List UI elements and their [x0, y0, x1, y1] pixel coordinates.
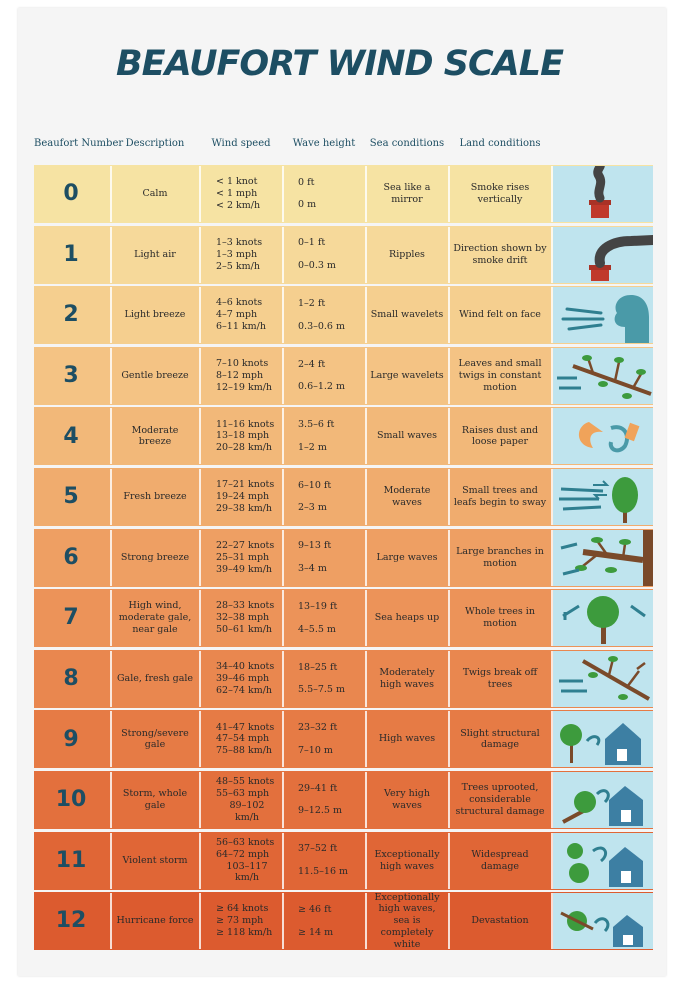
column-divider — [365, 408, 367, 464]
column-divider — [365, 711, 367, 767]
column-divider — [551, 772, 553, 828]
wind-speed-value: 19–24 mph — [216, 491, 270, 503]
chimney-drifting-smoke-icon — [553, 227, 653, 283]
column-divider — [282, 530, 284, 586]
wave-height-value: 11.5–16 m — [298, 865, 349, 877]
column-divider — [365, 772, 367, 828]
column-divider — [365, 833, 367, 889]
wave-height-value: 13–19 ft — [298, 600, 338, 612]
wind-speed-value: 22–27 knots — [216, 539, 275, 551]
wind-speed-value: 75–88 km/h — [216, 745, 273, 757]
header-wave-height: Wave height — [292, 138, 356, 149]
column-divider — [199, 893, 201, 949]
column-divider — [282, 590, 284, 646]
column-divider — [110, 530, 112, 586]
wave-height-cell — [284, 227, 364, 283]
sea-conditions-cell: Small waves — [377, 430, 437, 442]
beaufort-number: 1 — [63, 241, 79, 267]
table-row — [34, 347, 653, 405]
wave-height-value: ≥ 14 m — [298, 926, 334, 938]
wind-speed-value: 39–46 mph — [216, 672, 270, 684]
column-divider — [551, 166, 553, 222]
wave-height-value: 4–5.5 m — [298, 623, 336, 635]
wind-speed-value: 56–63 knots — [216, 836, 275, 848]
table-row — [34, 589, 653, 647]
wind-speed-value: 34–40 knots — [216, 660, 275, 672]
column-divider — [448, 287, 450, 343]
column-divider — [551, 348, 553, 404]
column-divider — [448, 348, 450, 404]
description-cell: High wind, moderate gale, near gale — [118, 600, 192, 636]
column-divider — [110, 166, 112, 222]
land-conditions-cell: Wind felt on face — [459, 309, 541, 321]
land-conditions-cell: Widespread damage — [471, 848, 529, 872]
wave-height-cell — [284, 348, 364, 404]
sea-conditions-cell: High waves — [378, 733, 436, 745]
wind-speed-value: 6–11 km/h — [216, 321, 266, 333]
wind-speed-cell — [201, 227, 281, 283]
wind-speed-value: 55–63 mph — [216, 788, 270, 800]
column-divider — [110, 590, 112, 646]
beaufort-number: 4 — [63, 423, 79, 449]
wave-height-value: 6–10 ft — [298, 479, 332, 491]
wind-speed-cell — [201, 833, 281, 889]
column-divider — [365, 893, 367, 949]
beaufort-number: 3 — [63, 363, 79, 389]
header-description: Description — [125, 138, 185, 149]
column-divider — [282, 348, 284, 404]
description-cell: Hurricane force — [116, 915, 194, 927]
column-divider — [110, 711, 112, 767]
wind-speed-value: 11–16 knots — [216, 418, 275, 430]
sea-conditions-cell: Exceptionally high waves — [374, 848, 440, 872]
header-beaufort-number: Beaufort Number — [34, 138, 124, 149]
column-divider — [110, 348, 112, 404]
column-divider — [282, 833, 284, 889]
wind-speed-value: < 2 km/h — [216, 199, 261, 211]
wind-speed-value: 4–7 mph — [216, 309, 258, 321]
wind-speed-value: 12–19 km/h — [216, 381, 273, 393]
wave-height-value: 0–0.3 m — [298, 259, 336, 271]
column-divider — [448, 590, 450, 646]
column-divider — [110, 833, 112, 889]
column-divider — [448, 772, 450, 828]
wind-speed-value: 2–5 km/h — [216, 260, 260, 272]
swaying-tree-icon — [553, 469, 653, 525]
column-divider — [282, 166, 284, 222]
column-divider — [199, 287, 201, 343]
column-divider — [448, 711, 450, 767]
column-divider — [551, 469, 553, 525]
chimney-straight-smoke-icon — [553, 166, 653, 222]
wind-speed-value: 20–28 km/h — [216, 442, 273, 454]
column-divider — [110, 772, 112, 828]
wind-speed-value: 89–102 km/h — [229, 800, 265, 823]
wind-speed-value: 39–49 km/h — [216, 563, 273, 575]
column-divider — [282, 893, 284, 949]
wind-speed-cell — [201, 530, 281, 586]
breaking-twig-icon — [553, 651, 653, 707]
column-divider — [282, 469, 284, 525]
description-cell: Moderate breeze — [131, 424, 179, 448]
wave-height-cell — [284, 651, 364, 707]
land-conditions-cell: Devastation — [471, 915, 529, 927]
wave-height-cell — [284, 287, 364, 343]
column-divider — [448, 408, 450, 464]
wave-height-cell — [284, 711, 364, 767]
description-cell: Light air — [134, 248, 176, 260]
column-divider — [199, 530, 201, 586]
sea-conditions-cell: Ripples — [389, 248, 425, 260]
wind-speed-cell — [201, 711, 281, 767]
land-conditions-cell: Slight structural damage — [460, 727, 540, 751]
beaufort-number: 8 — [63, 666, 79, 692]
wind-speed-value: < 1 mph — [216, 188, 258, 200]
wave-height-value: 23–32 ft — [298, 722, 338, 734]
wave-height-value: ≥ 46 ft — [298, 903, 332, 915]
column-divider — [110, 227, 112, 283]
wave-height-value: 5.5–7.5 m — [298, 684, 345, 696]
wind-speed-value: 28–33 knots — [216, 600, 275, 612]
column-divider — [365, 651, 367, 707]
wind-speed-cell — [201, 287, 281, 343]
land-conditions-cell: Whole trees in motion — [465, 606, 535, 630]
beaufort-number: 7 — [63, 605, 79, 631]
column-divider — [448, 530, 450, 586]
wave-height-value: 2–3 m — [298, 502, 327, 514]
sea-conditions-cell: Moderate waves — [383, 485, 431, 508]
column-divider — [282, 651, 284, 707]
wave-height-cell — [284, 590, 364, 646]
wave-height-value: 3.5–6 ft — [298, 419, 335, 431]
devastation-icon — [553, 893, 653, 949]
column-divider — [282, 408, 284, 464]
wave-height-cell — [284, 833, 364, 889]
column-divider — [199, 651, 201, 707]
beaufort-number: 10 — [55, 787, 87, 813]
wind-speed-value: ≥ 118 km/h — [216, 927, 273, 939]
wind-speed-value: < 1 knot — [216, 176, 258, 188]
column-divider — [551, 530, 553, 586]
wave-height-cell — [284, 469, 364, 525]
column-divider — [448, 166, 450, 222]
description-cell: Strong/severe gale — [121, 727, 189, 751]
wind-speed-cell — [201, 166, 281, 222]
sea-conditions-cell: Sea heaps up — [374, 612, 440, 624]
land-conditions-cell: Trees uprooted, considerable structural damage — [455, 782, 545, 817]
column-divider — [282, 772, 284, 828]
description-cell: Light breeze — [124, 309, 186, 321]
land-conditions-cell: Direction shown by smoke drift — [453, 242, 547, 266]
column-divider — [199, 348, 201, 404]
description-cell: Gentle breeze — [121, 369, 189, 381]
beaufort-number: 2 — [63, 302, 79, 328]
sea-conditions-cell: Large waves — [376, 551, 438, 563]
wave-height-value: 37–52 ft — [298, 843, 338, 855]
house-light-damage-icon — [553, 711, 653, 767]
column-divider — [551, 711, 553, 767]
page-title: BEAUFORT WIND SCALE — [116, 44, 563, 84]
column-divider — [199, 772, 201, 828]
sea-conditions-cell: Sea like a mirror — [383, 182, 431, 205]
table-row — [34, 165, 653, 223]
land-conditions-cell: Leaves and small twigs in constant motion — [458, 357, 542, 393]
table-row — [34, 468, 653, 526]
column-divider — [110, 469, 112, 525]
wind-speed-value: 62–74 km/h — [216, 684, 273, 696]
description-cell: Storm, whole gale — [122, 788, 188, 811]
column-divider — [551, 408, 553, 464]
land-conditions-cell: Smoke rises vertically — [470, 182, 530, 205]
column-divider — [110, 408, 112, 464]
wind-speed-value: 103–117 km/h — [226, 860, 268, 884]
wind-speed-value: 47–54 mph — [216, 733, 270, 745]
header-land-conditions: Land conditions — [459, 138, 541, 149]
wave-height-cell — [284, 772, 364, 828]
wind-speed-value: 4–6 knots — [216, 297, 263, 309]
column-divider — [199, 227, 201, 283]
land-conditions-cell: Raises dust and loose paper — [461, 424, 539, 448]
uprooted-tree-house-icon — [553, 772, 653, 828]
column-divider — [551, 287, 553, 343]
wave-height-value: 18–25 ft — [298, 661, 338, 673]
wave-height-value: 9–13 ft — [298, 540, 332, 552]
wave-height-cell — [284, 408, 364, 464]
wind-speed-cell — [201, 651, 281, 707]
table-row — [34, 286, 653, 344]
column-divider — [448, 651, 450, 707]
wind-speed-cell — [201, 772, 281, 828]
column-divider — [199, 590, 201, 646]
table-row — [34, 226, 653, 284]
column-divider — [448, 469, 450, 525]
table-row — [34, 892, 653, 950]
wave-height-value: 2–4 ft — [298, 358, 326, 370]
wave-height-value: 0–1 ft — [298, 237, 326, 249]
wind-speed-value: 41–47 knots — [216, 721, 275, 733]
wave-height-value: 9–12.5 m — [298, 805, 342, 817]
sea-conditions-cell: Moderately high waves — [379, 666, 435, 690]
wave-height-value: 0 ft — [298, 176, 315, 188]
leafy-twig-icon — [553, 348, 653, 404]
wind-speed-value: 32–38 mph — [216, 612, 270, 624]
description-cell: Violent storm — [122, 854, 188, 866]
column-divider — [365, 530, 367, 586]
wind-speed-value: 29–38 km/h — [216, 502, 273, 514]
wave-height-value: 0.6–1.2 m — [298, 381, 345, 393]
column-divider — [448, 893, 450, 949]
wind-speed-value: 17–21 knots — [216, 479, 275, 491]
column-divider — [551, 227, 553, 283]
description-cell: Calm — [142, 188, 168, 200]
beaufort-number: 5 — [63, 484, 79, 510]
table-row — [34, 407, 653, 465]
beaufort-number: 12 — [55, 908, 87, 934]
column-divider — [199, 166, 201, 222]
column-divider — [282, 287, 284, 343]
wind-speed-value: 1–3 mph — [216, 248, 258, 260]
land-conditions-cell: Small trees and leafs begin to sway — [453, 485, 547, 508]
wave-height-value: 7–10 m — [298, 744, 333, 756]
wind-speed-value: 48–55 knots — [216, 776, 275, 788]
wind-speed-cell — [201, 469, 281, 525]
column-divider — [365, 166, 367, 222]
wave-height-value: 1–2 m — [298, 441, 327, 453]
beaufort-number: 6 — [63, 544, 79, 570]
header-sea-conditions: Sea conditions — [369, 138, 445, 149]
column-divider — [110, 651, 112, 707]
column-divider — [365, 590, 367, 646]
widespread-damage-icon — [553, 833, 653, 889]
wind-speed-value: 1–3 knots — [216, 236, 263, 248]
wind-on-face-icon — [553, 287, 653, 343]
column-divider — [199, 469, 201, 525]
wind-speed-value: 8–12 mph — [216, 369, 264, 381]
large-branch-icon — [553, 530, 653, 586]
column-divider — [110, 893, 112, 949]
wind-speed-value: 25–31 mph — [216, 551, 270, 563]
sea-conditions-cell: Very high waves — [384, 788, 430, 811]
table-row — [34, 771, 653, 829]
wave-height-cell — [284, 530, 364, 586]
sea-conditions-cell: Small wavelets — [370, 309, 444, 321]
beaufort-number: 9 — [63, 726, 79, 752]
column-divider — [282, 711, 284, 767]
wind-speed-cell — [201, 348, 281, 404]
column-divider — [365, 348, 367, 404]
description-cell: Strong breeze — [120, 551, 190, 563]
wave-height-value: 3–4 m — [298, 562, 327, 574]
description-cell: Fresh breeze — [123, 491, 187, 503]
wind-speed-value: 64–72 mph — [216, 848, 270, 860]
wave-height-cell — [284, 166, 364, 222]
column-divider — [365, 227, 367, 283]
column-divider — [551, 833, 553, 889]
column-divider — [448, 833, 450, 889]
column-divider — [199, 833, 201, 889]
wave-height-value: 0 m — [298, 199, 317, 211]
column-divider — [365, 469, 367, 525]
sea-conditions-cell: Exceptionally high waves, sea is completely white — [374, 891, 440, 950]
wind-speed-value: 50–61 km/h — [216, 624, 273, 636]
land-conditions-cell: Twigs break off trees — [462, 666, 538, 690]
column-divider — [365, 287, 367, 343]
beaufort-number: 0 — [63, 181, 79, 207]
table-row — [34, 710, 653, 768]
whole-tree-moving-icon — [553, 590, 653, 646]
column-divider — [551, 590, 553, 646]
beaufort-number: 11 — [55, 847, 87, 873]
wind-speed-value: ≥ 73 mph — [216, 915, 264, 927]
header-wind-speed: Wind speed — [211, 138, 271, 149]
wind-speed-cell — [201, 408, 281, 464]
sea-conditions-cell: Large wavelets — [370, 369, 444, 381]
wave-height-value: 0.3–0.6 m — [298, 320, 345, 332]
table-row — [34, 832, 653, 890]
wind-speed-value: ≥ 64 knots — [216, 903, 269, 915]
column-divider — [199, 408, 201, 464]
wind-speed-value: 13–18 mph — [216, 430, 270, 442]
land-conditions-cell: Large branches in motion — [456, 545, 544, 569]
wave-height-value: 1–2 ft — [298, 297, 326, 309]
column-divider — [199, 711, 201, 767]
column-divider — [282, 227, 284, 283]
wave-height-value: 29–41 ft — [298, 782, 338, 794]
column-divider — [551, 651, 553, 707]
table-row — [34, 529, 653, 587]
wind-speed-cell — [201, 893, 281, 949]
table-row — [34, 650, 653, 708]
wave-height-cell — [284, 893, 364, 949]
column-divider — [448, 227, 450, 283]
wind-speed-cell — [201, 590, 281, 646]
blowing-paper-icon — [553, 408, 653, 464]
wind-speed-value: 7–10 knots — [216, 357, 269, 369]
description-cell: Gale, fresh gale — [116, 672, 194, 684]
column-divider — [551, 893, 553, 949]
column-divider — [110, 287, 112, 343]
